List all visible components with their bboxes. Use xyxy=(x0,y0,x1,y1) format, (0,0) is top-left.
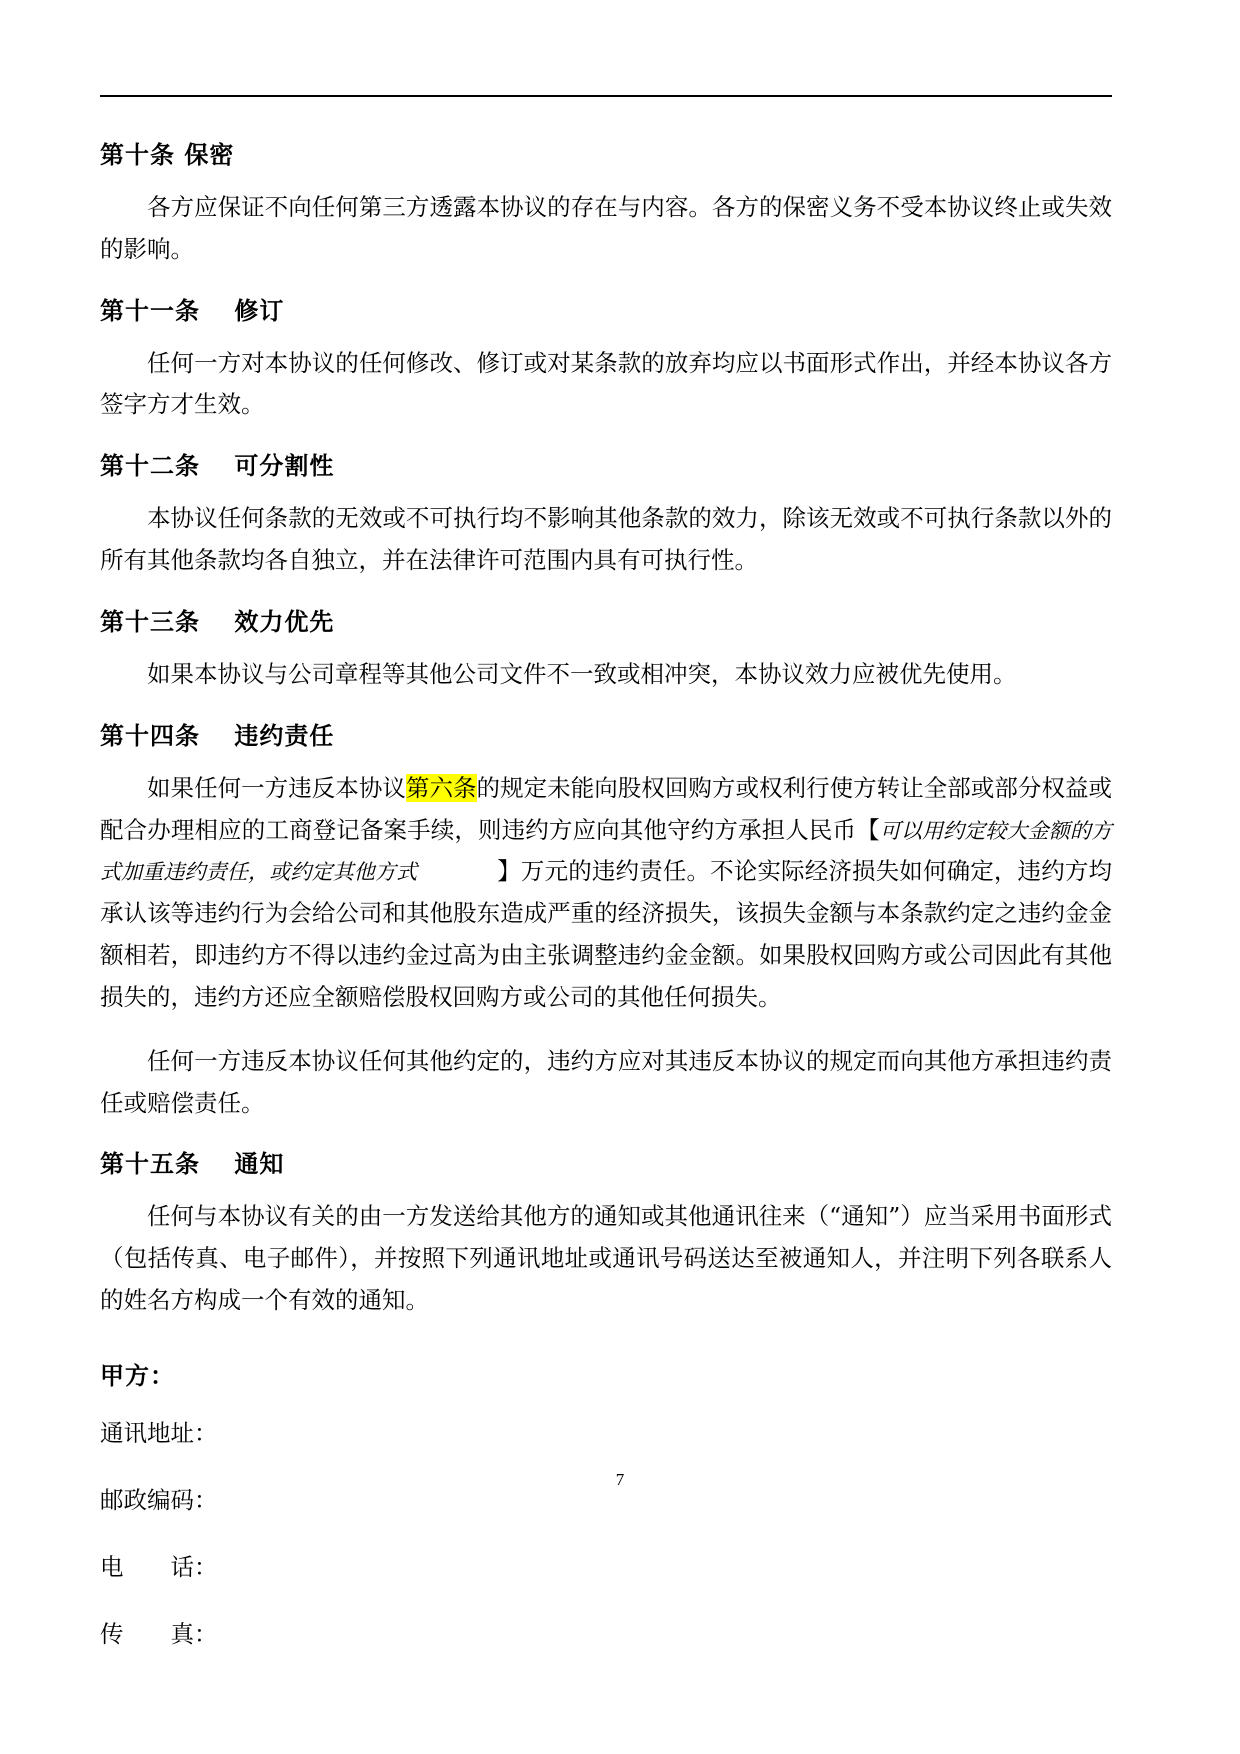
page-content xyxy=(100,95,1112,1684)
breach-tail: 】万元的违约责任。不论实际经济损失如何确定，违约方均承认该等违约行为会给公司和其他股东造成严重的经济损失，该损失金额与本条款约定之违约金金额相若，即违约方不得以违约金过高为由主张调整违约金金额。如果股权回购方或公司因此有其他损失的，违约方还应全额赔偿股权回购方或公司的其他任何损失。 xyxy=(100,857,1112,1011)
clause-title: 第十四条 违约责任 xyxy=(100,720,335,750)
clause-title: 第十三条 效力优先 xyxy=(100,606,335,636)
field-telephone: 电 话： xyxy=(100,1552,218,1581)
breach-italic-note: 可以用约定较大金额的方式加重违约责任，或约定其他方式 xyxy=(100,818,1113,885)
clause-paragraph: 如果本协议与公司章程等其他公司文件不一致或相冲突，本协议效力应被优先使用。 xyxy=(147,659,1017,688)
section-amendment xyxy=(100,293,1112,427)
clause-paragraph: 任何一方违反本协议任何其他约定的，违约方应对其违反本协议的规定而向其他方承担违约责任或赔偿责任。 xyxy=(100,1046,1112,1117)
section-confidentiality xyxy=(100,137,1112,271)
breach-paragraph xyxy=(100,768,1112,1019)
clause-title: 第十五条 通知 xyxy=(100,1149,285,1179)
breach-mid: 的规定未能向股权回购方或权利行使方转让全部或部分权益或配合办理相应的工商登记备案手续，则违约方应向其他守约方承担人民币【 xyxy=(100,773,1113,844)
clause-paragraph: 任何与本协议有关的由一方发送给其他方的通知或其他通讯往来（“通知”）应当采用书面形式（包括传真、电子邮件），并按照下列通讯地址或通讯号码送达至被通知人，并注明下列各联系人的姓名方构成一个有效的通知。 xyxy=(100,1202,1112,1315)
header-divider xyxy=(100,95,1112,97)
party-a-block xyxy=(100,1356,1112,1651)
page-number: 7 xyxy=(615,1470,625,1489)
section-breach-liability xyxy=(100,718,1112,1125)
breach-highlight: 第六条 xyxy=(405,773,477,802)
clause-title: 第十二条 可分割性 xyxy=(100,451,335,481)
clause-title: 第十条 保密 xyxy=(100,140,235,169)
field-postcode: 邮政编码： xyxy=(100,1485,218,1514)
field-fax: 传 真： xyxy=(100,1619,218,1648)
clause-title: 第十一条 修订 xyxy=(100,295,285,325)
section-severability xyxy=(100,448,1112,582)
party-a-label: 甲方： xyxy=(100,1360,175,1390)
field-address: 通讯地址： xyxy=(100,1418,218,1447)
clause-paragraph: 各方应保证不向任何第三方透露本协议的存在与内容。各方的保密义务不受本协议终止或失效的影响。 xyxy=(100,193,1112,263)
section-priority xyxy=(100,604,1112,696)
breach-lead: 如果任何一方违反本协议 xyxy=(147,773,406,802)
clause-paragraph: 本协议任何条款的无效或不可执行均不影响其他条款的效力，除该无效或不可执行条款以外的所有其他条款均各自独立，并在法律许可范围内具有可执行性。 xyxy=(100,504,1112,575)
clause-paragraph: 任何一方对本协议的任何修改、修订或对某条款的放弃均应以书面形式作出，并经本协议各方签字方才生效。 xyxy=(100,348,1112,419)
section-notice xyxy=(100,1146,1112,1321)
